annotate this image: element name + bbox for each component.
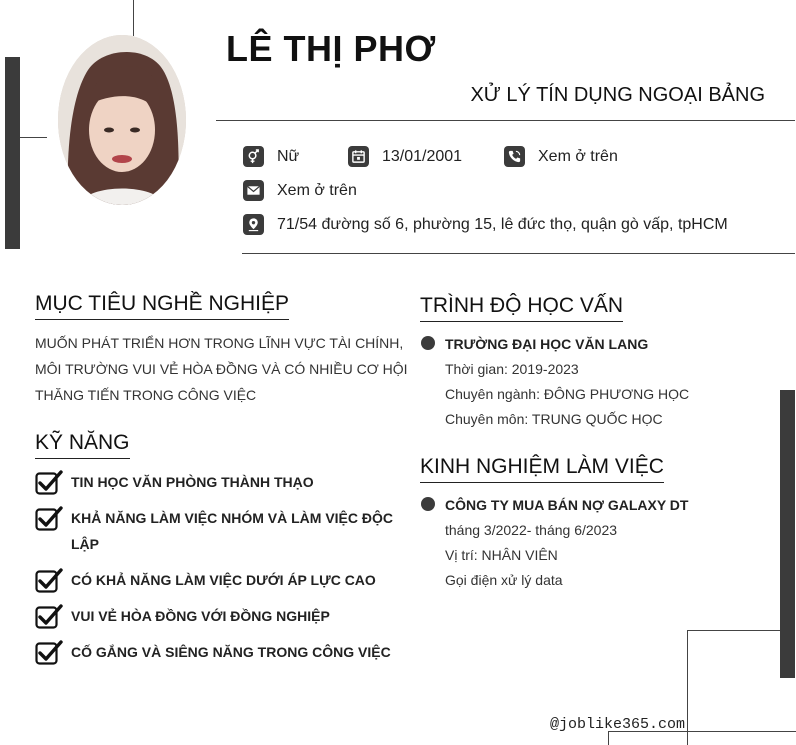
education-period: Thời gian: 2019-2023 — [445, 361, 579, 377]
envelope-icon — [243, 180, 264, 201]
gender-row — [243, 146, 299, 167]
objective-line: MUỐN PHÁT TRIỂN HƠN TRONG LĨNH VỰC TÀI CHÍNH, — [35, 335, 404, 351]
skill-text: VUI VẺ HÒA ĐỒNG VỚI ĐỒNG NGHIỆP — [71, 608, 330, 624]
address-value: 71/54 đường số 6, phường 15, lê đức thọ, quận gò vấp, tpHCM — [277, 215, 728, 233]
skills-title: KỸ NĂNG — [35, 431, 130, 459]
decorative-line — [608, 731, 609, 745]
skill-item — [35, 603, 395, 629]
decorative-line — [687, 630, 780, 631]
education-entry — [445, 332, 689, 432]
decorative-line — [20, 137, 47, 138]
info-divider — [242, 253, 795, 254]
skill-text: CÓ KHẢ NĂNG LÀM VIỆC DƯỚI ÁP LỰC CAO — [71, 572, 376, 588]
bullet-dot — [421, 497, 435, 511]
watermark: @joblike365.com — [550, 716, 686, 733]
job-title: XỬ LÝ TÍN DỤNG NGOẠI BẢNG — [470, 84, 765, 106]
bullet-dot — [421, 336, 435, 350]
education-specialty: Chuyên môn: TRUNG QUỐC HỌC — [445, 411, 663, 427]
location-pin-icon — [243, 214, 264, 235]
email-row — [243, 180, 357, 201]
checkbox-checked-icon — [35, 639, 63, 665]
education-section — [420, 294, 623, 322]
birthdate-value: 13/01/2001 — [382, 147, 463, 165]
phone-row — [504, 146, 618, 167]
skills-section — [35, 431, 130, 459]
objective-section — [35, 292, 408, 408]
experience-entry — [445, 493, 688, 593]
phone-icon — [504, 146, 525, 167]
company-name: CÔNG TY MUA BÁN NỢ GALAXY DT — [445, 497, 689, 513]
experience-period: tháng 3/2022- tháng 6/2023 — [445, 522, 618, 538]
gender-value: Nữ — [277, 147, 300, 165]
experience-position: Vị trí: NHÂN VIÊN — [445, 547, 558, 563]
skills-list — [35, 469, 395, 665]
decorative-bar-right — [780, 390, 795, 678]
skill-item — [35, 469, 395, 495]
candidate-name: LÊ THỊ PHƠ — [226, 28, 436, 69]
email-value: Xem ở trên — [277, 181, 357, 199]
objective-text — [35, 330, 408, 408]
experience-section — [420, 455, 664, 483]
objective-title: MỤC TIÊU NGHỀ NGHIỆP — [35, 292, 289, 320]
education-major: Chuyên ngành: ĐÔNG PHƯƠNG HỌC — [445, 386, 690, 402]
experience-title: KINH NGHIỆM LÀM VIỆC — [420, 455, 664, 483]
birthdate-row — [348, 146, 462, 167]
skill-text: LẬP — [71, 536, 99, 552]
skill-text: KHẢ NĂNG LÀM VIỆC NHÓM VÀ LÀM VIỆC ĐỘC — [71, 510, 393, 526]
checkbox-checked-icon — [35, 505, 63, 531]
objective-line: THĂNG TIẾN TRONG CÔNG VIỆC — [35, 387, 257, 403]
address-row — [243, 214, 728, 235]
checkbox-checked-icon — [35, 603, 63, 629]
phone-value: Xem ở trên — [538, 147, 618, 165]
checkbox-checked-icon — [35, 567, 63, 593]
objective-line: MÔI TRƯỜNG VUI VẺ HÒA ĐỒNG VÀ CÓ NHIỀU CƠ HỘI — [35, 361, 408, 377]
decorative-line — [687, 630, 688, 745]
skill-text: CỐ GẮNG VÀ SIÊNG NĂNG TRONG CÔNG VIỆC — [71, 644, 391, 660]
skill-item — [35, 567, 395, 593]
calendar-icon — [348, 146, 369, 167]
experience-duty: Gọi điện xử lý data — [445, 572, 563, 588]
school-name: TRƯỜNG ĐẠI HỌC VĂN LANG — [445, 336, 649, 352]
skill-item — [35, 639, 395, 665]
avatar — [58, 35, 186, 205]
gender-icon — [243, 146, 264, 167]
skill-text: TIN HỌC VĂN PHÒNG THÀNH THẠO — [71, 474, 314, 490]
decorative-line — [133, 0, 134, 36]
decorative-bar-left — [5, 57, 20, 249]
checkbox-checked-icon — [35, 469, 63, 495]
skill-item — [35, 505, 395, 557]
education-title: TRÌNH ĐỘ HỌC VẤN — [420, 294, 623, 322]
header-divider — [216, 120, 795, 121]
